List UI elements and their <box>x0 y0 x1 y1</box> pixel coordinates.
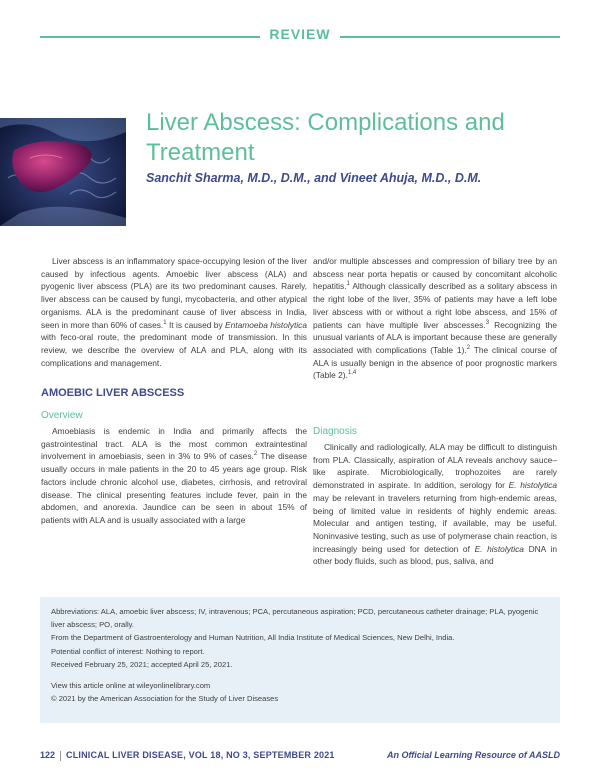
overview-paragraph <box>41 425 307 527</box>
intro-text-tail: It is caused by <box>166 319 226 330</box>
liver-illustration <box>0 118 126 226</box>
title-line-1: Liver Abscess: Complications and <box>146 109 505 136</box>
right-text-a: and/or multiple abscesses and compression of biliary tree by an abscess near porta hepatis or caused by concomitant alcoholic hepatitis. <box>313 256 557 292</box>
copyright-note: © 2021 by the American Association for the Study of Liver Diseases <box>51 694 279 704</box>
organism-name: Entamoeba histolytica <box>225 319 307 330</box>
header-rule-right <box>340 36 560 38</box>
diagnosis-text-b: may be relevant in travelers returning from high-endemic areas, being of limited value in residents of highly endemic areas. Molecular and antigen testing, if available, may be useful. Noninvasive testing, such as use of polymerase chain reaction, is increasingly being used for detection of <box>313 492 557 554</box>
right-column-paragraph <box>313 255 557 382</box>
section-header <box>0 26 600 46</box>
diagnosis-text-a: Clinically and radiologically, ALA may be difficult to distinguish from PLA. Classically, aspiration of ALA reveals anchovy sauce–like aspirate. Microbiologically, trophozoites are rarely demonstrated in aspirate. In addition, serology for <box>313 442 557 491</box>
conflict-note: Potential conflict of interest: Nothing to report. <box>51 646 205 656</box>
overview-text-b: The disease usually occurs in male patients in the 20 to 45 years age group. Risk factors include chronic alcohol use, diabetes, cirrhosis, and retroviral disease. The clinical presenting features include fever, pain in the abdomen, and anorexia. Jaundice can be seen in about 15% of patients with ALA and is usually associated with a large <box>41 451 307 525</box>
section-label: REVIEW <box>269 26 331 42</box>
page-footer <box>40 750 560 764</box>
citation-ref: 2 <box>253 451 258 458</box>
citation-ref: 3 <box>485 319 490 326</box>
page-number: 122 <box>40 750 56 760</box>
right-text-d: The clinical course of ALA is usually benign in the absence of poor prognostic markers (Table 2). <box>313 344 557 381</box>
citation-ref: 1,4 <box>347 370 357 377</box>
abbreviations-note: Abbreviations: ALA, amoebic liver abscess; IV, intravenous; PCA, percutaneous aspiration; PCD, percutaneous catheter drainage; PLA, pyogenic liver abscess; PO, orally. <box>51 607 539 630</box>
organism-name: E. histolytica <box>508 480 557 491</box>
header-rule-left <box>40 36 260 38</box>
subheading-overview: Overview <box>41 410 83 421</box>
subheading-diagnosis: Diagnosis <box>313 426 357 437</box>
article-title <box>146 108 566 168</box>
affiliation-note: From the Department of Gastroenterology and Human Nutrition, All India Institute of Medical Sciences, New Delhi, India. <box>51 633 455 643</box>
citation-ref: 1 <box>163 319 167 326</box>
journal-citation: CLINICAL LIVER DISEASE, VOL 18, NO 3, SEPTEMBER 2021 <box>66 750 335 760</box>
right-text-c: Recognizing the unusual variants of ALA is important because these are generally associated with complications (Table 1). <box>313 319 557 355</box>
title-line-2: Treatment <box>146 139 255 166</box>
citation-ref: 2 <box>466 345 471 352</box>
footer-divider <box>60 751 61 761</box>
right-text-b: Although classically described as a solitary abscess in the right lobe of the liver, 35% of patients may have a left lobe liver abscess with or without a right lobe abscess, and 15% of patients can have multiple liver abscesses. <box>313 281 557 330</box>
intro-paragraph <box>41 255 307 369</box>
section-heading-amoebic: AMOEBIC LIVER ABSCESS <box>41 387 185 399</box>
diagnosis-paragraph <box>313 441 557 568</box>
online-link[interactable]: View this article online at wileyonlinelibrary.com <box>51 681 211 691</box>
author-list: Sanchit Sharma, M.D., D.M., and Vineet Ahuja, M.D., D.M. <box>146 171 482 185</box>
intro-text-a: Liver abscess is an inflammatory space-occupying lesion of the liver caused by infectious agents. Amoebic liver abscess (ALA) and pyogenic liver abscess (PLA) are its two predominant causes. Rarely, liver abscess can be caused by fungi, mycobacteria, and other atypical organisms. ALA is the predominant cause of liver abscess in India, seen in more than 60% of cases. <box>41 256 307 330</box>
intro-text-b: with feco-oral route, the predominant mode of transmission. In this review, we describe the overview of ALA and PLA, along with its complications and management. <box>41 332 307 368</box>
liver-anatomy-image <box>0 118 126 226</box>
received-note: Received February 25, 2021; accepted April 25, 2021. <box>51 659 233 669</box>
organism-name: E. histolytica <box>474 543 524 554</box>
diagnosis-text-c: DNA in other body fluids, such as blood, pus, saliva, and <box>313 543 557 567</box>
overview-text-a: Amoebiasis is endemic in India and primarily affects the gastrointestinal tract. ALA is the most common extraintestinal involvement in amoebiasis, seen in 3% to 9% of cases. <box>41 426 307 462</box>
citation-ref: 1 <box>346 281 350 288</box>
article-info-box <box>40 597 560 723</box>
journal-tagline: An Official Learning Resource of AASLD <box>386 750 560 760</box>
